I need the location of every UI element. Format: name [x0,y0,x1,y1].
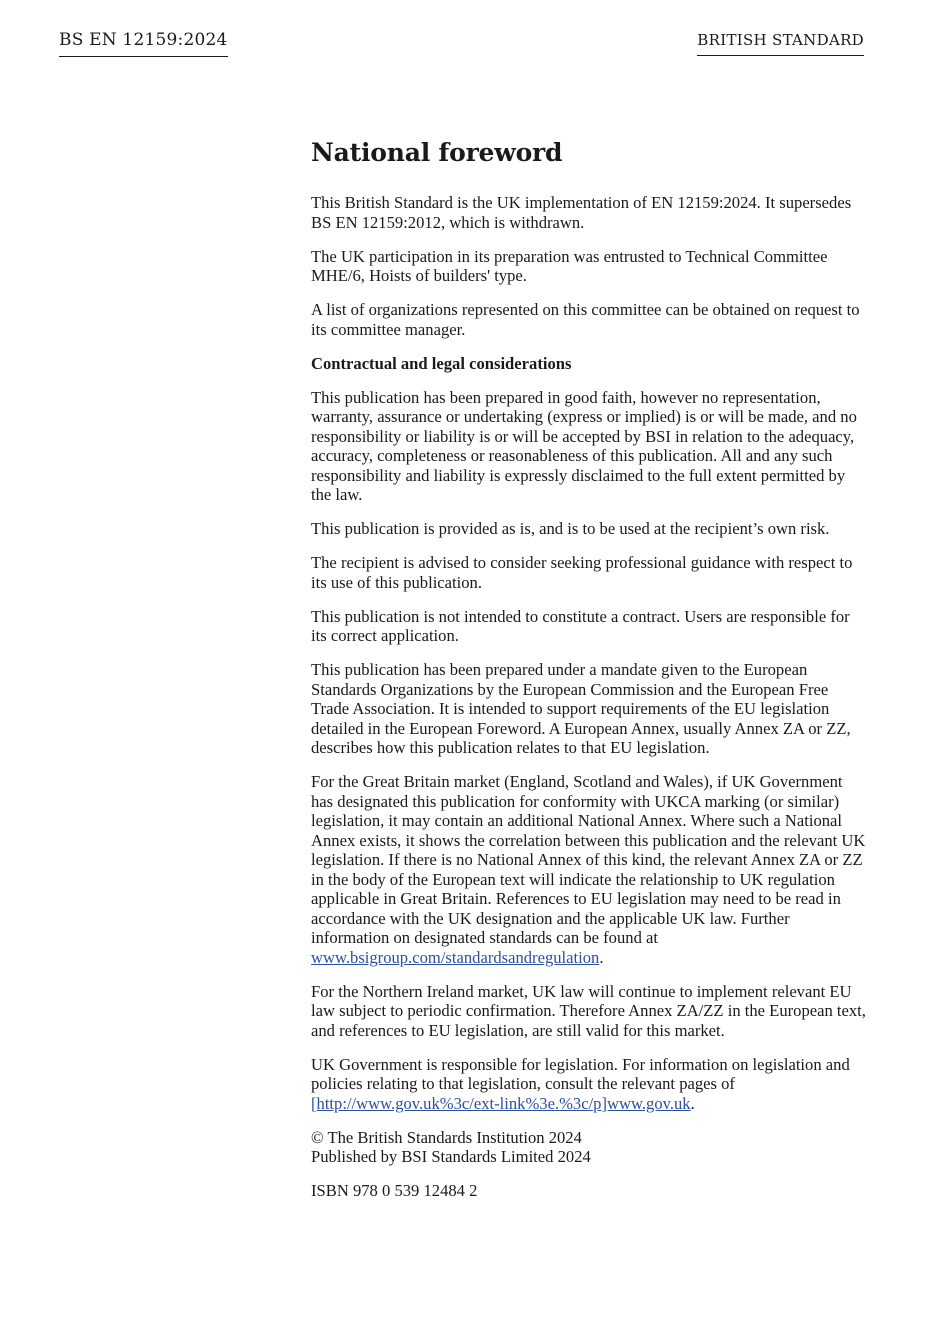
paragraph-great-britain-text: For the Great Britain market (England, Scotland and Wales), if UK Government has designated this publication for conformity with UKCA marking (or similar) legislation, it may contain an additional National Annex. Where such a National Annex exists, it shows the correlation between this publication and the relevant UK legislation. If there is no National Annex of this kind, the relevant Annex ZA or ZZ in the body of the European text will indicate the relationship to UK regulation applicable in Great Britain. References to EU legislation may need to be read in accordance with the UK designation and the applicable UK law. Further information on designated standards can be found at [311,772,866,947]
paragraph-not-contract: This publication is not intended to constitute a contract. Users are responsible for its correct application. [311,606,850,645]
paragraph-great-britain [311,772,867,967]
document-type-label: BRITISH STANDARD [697,31,864,56]
paragraph-northern-ireland: For the Northern Ireland market, UK law will continue to implement relevant EU law subject to periodic confirmation. Therefore Annex ZA/ZZ in the European text, and references to EU legislation, are still valid for this market. [311,981,866,1040]
copyright-block [311,1128,867,1167]
bsi-standards-link[interactable]: www.bsigroup.com/standardsandregulation [311,947,600,967]
paragraph-mandate: This publication has been prepared under a mandate given to the European Standards Organizations by the European Commission and the European Free Trade Association. It is intended to support requirements of the EU legislation detailed in the European Foreword. A European Annex, usually Annex ZA or ZZ, describes how this publication relates to that EU legislation. [311,660,851,757]
foreword-body [311,138,867,1215]
gov-uk-link[interactable]: [http://www.gov.uk%3c/ext-link%3e.%3c/p]www.gov.uk [311,1093,691,1113]
document-code: BS EN 12159:2024 [59,30,228,57]
page-title: National foreword [311,138,563,167]
paragraph-good-faith: This publication has been prepared in good faith, however no representation, warranty, assurance or undertaking (express or implied) is or will be made, and no responsibility or liability is or will be accepted by BSI in relation to the adequacy, accuracy, completeness or reasonableness of this publication. All and any such responsibility and liability is expressly disclaimed to the full extent permitted by the law. [311,387,857,504]
publisher-line: Published by BSI Standards Limited 2024 [311,1147,591,1166]
paragraph-organizations: A list of organizations represented on this committee can be obtained on request to its committee manager. [311,300,860,339]
paragraph-great-britain-end: . [599,947,604,967]
copyright-line: © The British Standards Institution 2024 [311,1127,582,1147]
isbn: ISBN 978 0 539 12484 2 [311,1181,478,1200]
section-heading-contractual: Contractual and legal considerations [311,353,572,373]
paragraph-implementation: This British Standard is the UK implementation of EN 12159:2024. It supersedes BS EN 12159:2012, which is withdrawn. [311,193,852,232]
paragraph-committee: The UK participation in its preparation was entrusted to Technical Committee MHE/6, Hoists of builders' type. [311,246,828,285]
paragraph-uk-government-text: UK Government is responsible for legislation. For information on legislation and policies relating to that legislation, consult the relevant pages of [311,1054,850,1093]
paragraph-guidance: The recipient is advised to consider seeking professional guidance with respect to its use of this publication. [311,553,853,592]
paragraph-uk-government [311,1055,867,1114]
paragraph-own-risk: This publication is provided as is, and is to be used at the recipient’s own risk. [311,519,830,538]
paragraph-uk-government-end: . [690,1093,695,1113]
